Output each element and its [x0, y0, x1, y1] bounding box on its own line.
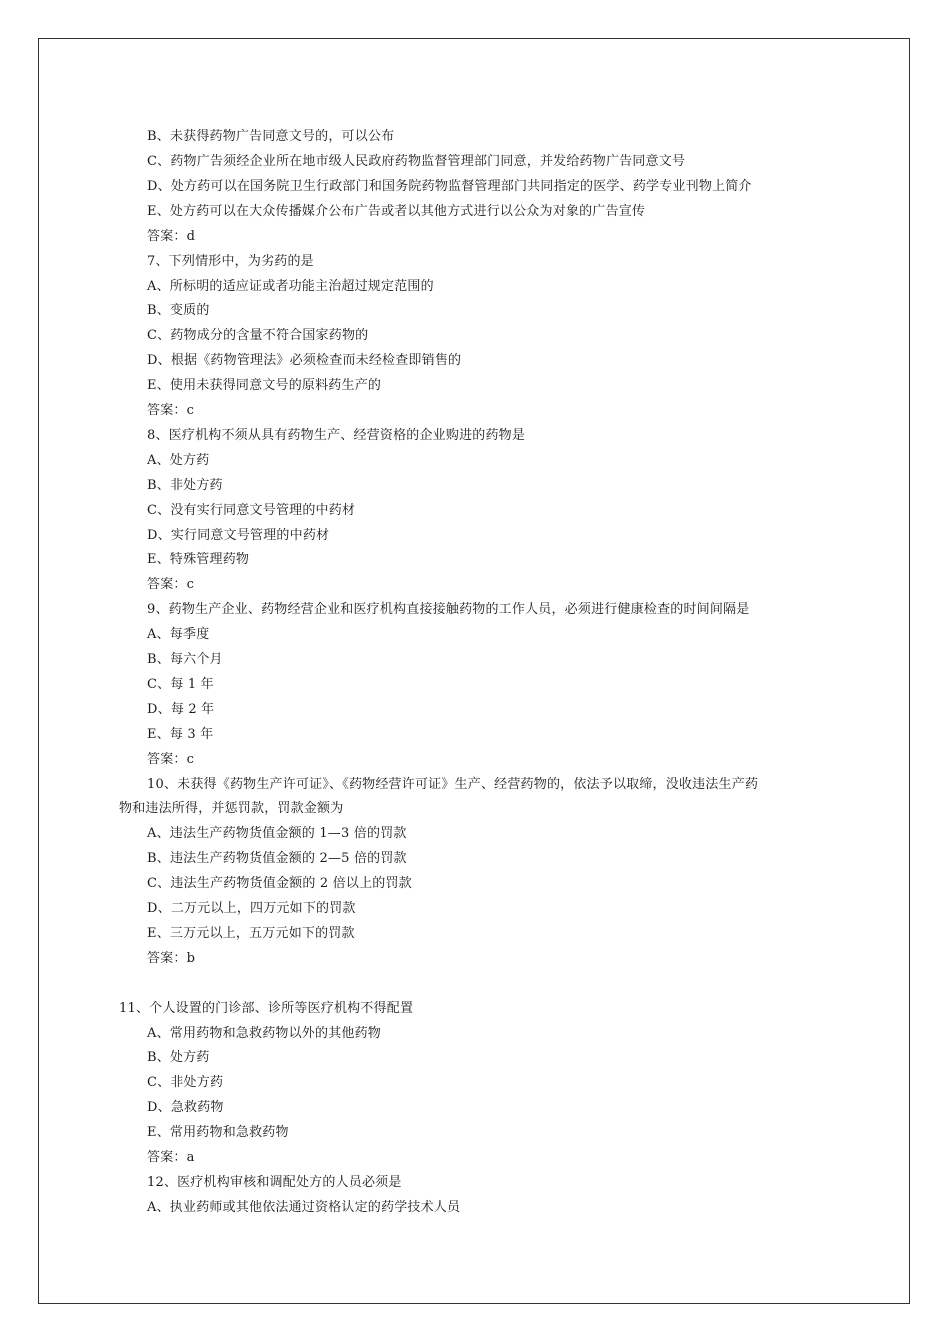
option-text: B、变质的 — [147, 303, 210, 318]
option-text: E、使用未获得同意文号的原料药生产的 — [147, 378, 382, 393]
option-text: E、每 3 年 — [147, 727, 214, 742]
option-text: E、特殊管理药物 — [147, 552, 250, 567]
question-text: 8、医疗机构不须从具有药物生产、经营资格的企业购进的药物是 — [147, 428, 526, 443]
option-text: C、没有实行同意文号管理的中药材 — [147, 503, 356, 518]
option-text: C、药物成分的含量不符合国家药物的 — [147, 328, 369, 343]
option-text: C、每 1 年 — [147, 677, 214, 692]
option-text: B、未获得药物广告同意文号的，可以公布 — [147, 129, 395, 144]
option-text: D、处方药可以在国务院卫生行政部门和国务院药物监督管理部门共同指定的医学、药学专业刊物上简介 — [147, 179, 752, 194]
answer-text: 答案：c — [147, 403, 195, 418]
answer-text: 答案：a — [147, 1150, 195, 1165]
question-text: 11、个人设置的门诊部、诊所等医疗机构不得配置 — [119, 1001, 414, 1016]
answer-text: 答案：d — [147, 229, 196, 244]
option-text: B、处方药 — [147, 1050, 210, 1065]
option-text: C、非处方药 — [147, 1075, 224, 1090]
option-text: E、三万元以上，五万元如下的罚款 — [147, 926, 355, 941]
option-text: A、常用药物和急救药物以外的其他药物 — [147, 1026, 381, 1041]
option-text: A、处方药 — [147, 453, 210, 468]
option-text: A、执业药师或其他依法通过资格认定的药学技术人员 — [147, 1200, 461, 1215]
question-text: 9、药物生产企业、药物经营企业和医疗机构直接接触药物的工作人员，必须进行健康检查的时间间隔是 — [147, 602, 750, 617]
option-text: C、药物广告须经企业所在地市级人民政府药物监督管理部门同意，并发给药物广告同意文号 — [147, 154, 686, 169]
option-text: D、实行同意文号管理的中药材 — [147, 528, 330, 543]
option-text: D、每 2 年 — [147, 702, 215, 717]
question-text: 12、医疗机构审核和调配处方的人员必须是 — [147, 1175, 402, 1190]
answer-text: 答案：c — [147, 752, 195, 767]
question-text: 7、下列情形中，为劣药的是 — [147, 254, 314, 269]
answer-text: 答案：b — [147, 951, 196, 966]
option-text: C、违法生产药物货值金额的 2 倍以上的罚款 — [147, 876, 412, 891]
question-text: 10、未获得《药物生产许可证》、《药物经营许可证》生产、经营药物的，依法予以取缔，没收违法生产药 — [147, 777, 759, 792]
answer-text: 答案：c — [147, 577, 195, 592]
option-text: D、二万元以上，四万元如下的罚款 — [147, 901, 356, 916]
option-text: B、每六个月 — [147, 652, 223, 667]
option-text: E、常用药物和急救药物 — [147, 1125, 289, 1140]
option-text: D、根据《药物管理法》必须检查而未经检查即销售的 — [147, 353, 462, 368]
option-text: B、非处方药 — [147, 478, 223, 493]
option-text: A、每季度 — [147, 627, 210, 642]
question-text-continued: 物和违法所得，并惩罚款，罚款金额为 — [119, 801, 344, 816]
option-text: E、处方药可以在大众传播媒介公布广告或者以其他方式进行以公众为对象的广告宣传 — [147, 204, 646, 219]
option-text: D、急救药物 — [147, 1100, 224, 1115]
option-text: B、违法生产药物货值金额的 2—5 倍的罚款 — [147, 851, 407, 866]
option-text: A、违法生产药物货值金额的 1—3 倍的罚款 — [147, 826, 407, 841]
option-text: A、所标明的适应证或者功能主治超过规定范围的 — [147, 279, 434, 294]
